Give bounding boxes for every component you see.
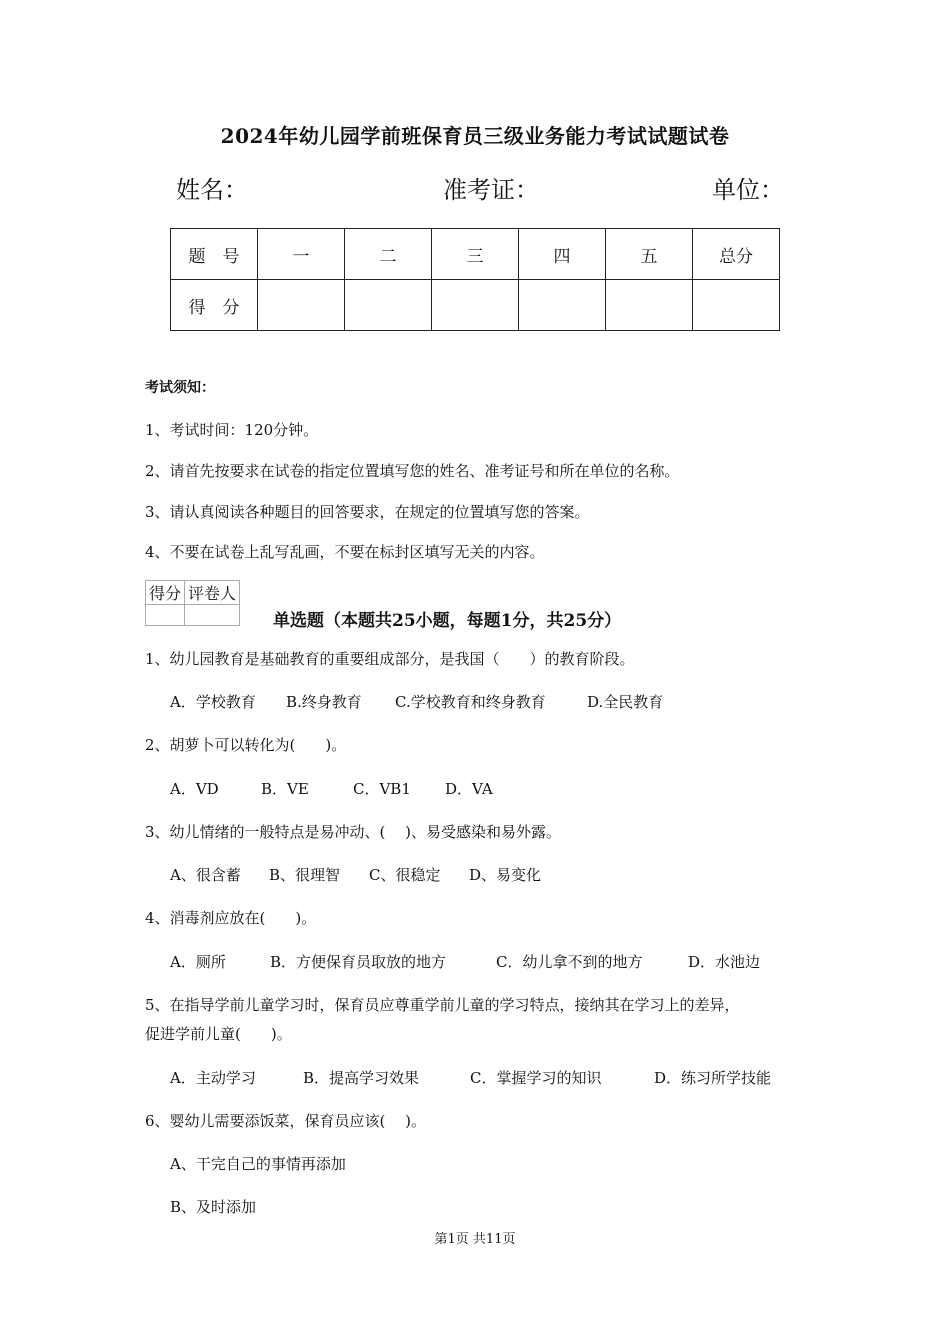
notice-item: 3、请认真阅读各种题目的回答要求，在规定的位置填写您的答案。	[145, 503, 590, 521]
option[interactable]: A．主动学习	[170, 1069, 256, 1087]
grader-box-grader-label: 评卷人	[185, 581, 240, 605]
unit-field-label: 单位：	[712, 176, 784, 204]
score-header-cell: 四	[519, 229, 606, 280]
question-stem: 1、幼儿园教育是基础教育的重要组成部分，是我国（ ）的教育阶段。	[145, 650, 635, 668]
option[interactable]: A、干完自己的事情再添加	[170, 1155, 346, 1173]
score-header-cell: 题 号	[171, 229, 258, 280]
option[interactable]: A．VD	[170, 780, 219, 798]
question-stem: 5、在指导学前儿童学习时，保育员应尊重学前儿童的学习特点，接纳其在学习上的差异，	[145, 996, 740, 1014]
score-header-cell: 一	[258, 229, 345, 280]
question-stem: 2、胡萝卜可以转化为( )。	[145, 736, 347, 754]
notice-heading: 考试须知：	[145, 380, 215, 396]
option[interactable]: C．VB1	[353, 780, 411, 798]
score-entry-cell[interactable]	[345, 280, 432, 331]
option[interactable]: D．练习所学技能	[654, 1069, 772, 1087]
score-entry-cell[interactable]	[519, 280, 606, 331]
exam-number-field-label: 准考证：	[443, 176, 539, 204]
score-table-score-row	[171, 280, 780, 331]
option[interactable]: C.学校教育和终身教育	[395, 693, 546, 711]
option[interactable]: A．学校教育	[170, 693, 256, 711]
exam-title: 2024年幼儿园学前班保育员三级业务能力考试试题试卷	[220, 124, 730, 148]
option[interactable]: B．提高学习效果	[303, 1069, 420, 1087]
grader-box-score-label: 得分	[146, 581, 185, 605]
option[interactable]: B、及时添加	[170, 1198, 257, 1216]
section-title: 单选题（本题共25小题，每题1分，共25分）	[273, 611, 622, 631]
option[interactable]: C．掌握学习的知识	[470, 1069, 602, 1087]
score-entry-cell[interactable]	[432, 280, 519, 331]
option[interactable]: D、易变化	[469, 866, 542, 884]
score-entry-cell[interactable]	[606, 280, 693, 331]
score-table-header-row	[171, 229, 780, 280]
option[interactable]: B．VE	[261, 780, 309, 798]
option[interactable]: B、很理智	[269, 866, 341, 884]
option[interactable]: B.终身教育	[286, 693, 362, 711]
score-entry-cell[interactable]	[258, 280, 345, 331]
notice-item: 1、考试时间：120分钟。	[145, 421, 319, 439]
option[interactable]: A、很含蓄	[170, 866, 241, 884]
notice-item: 2、请首先按要求在试卷的指定位置填写您的姓名、准考证号和所在单位的名称。	[145, 462, 680, 480]
grader-box	[145, 580, 240, 626]
option[interactable]: A．厕所	[170, 953, 226, 971]
option[interactable]: D．水池边	[688, 953, 761, 971]
question-stem: 4、消毒剂应放在( )。	[145, 909, 317, 927]
score-header-cell: 二	[345, 229, 432, 280]
option[interactable]: B．方便保育员取放的地方	[270, 953, 447, 971]
name-field-label: 姓名：	[176, 176, 248, 204]
score-header-cell: 三	[432, 229, 519, 280]
page-footer: 第1页 共11页	[434, 1232, 516, 1247]
grader-box-grader-cell[interactable]	[185, 605, 240, 626]
score-entry-cell[interactable]	[693, 280, 780, 331]
score-row-label: 得 分	[171, 280, 258, 331]
score-header-cell: 总分	[693, 229, 780, 280]
option[interactable]: D．VA	[445, 780, 493, 798]
grader-box-score-cell[interactable]	[146, 605, 185, 626]
option[interactable]: C、很稳定	[369, 866, 441, 884]
option[interactable]: C．幼儿拿不到的地方	[496, 953, 643, 971]
notice-item: 4、不要在试卷上乱写乱画，不要在标封区填写无关的内容。	[145, 543, 545, 561]
question-stem-continued: 促进学前儿童( )。	[145, 1025, 292, 1043]
question-stem: 6、婴幼儿需要添饭菜，保育员应该( )。	[145, 1112, 427, 1130]
question-stem: 3、幼儿情绪的一般特点是易冲动、( )、易受感染和易外露。	[145, 823, 562, 841]
score-table	[170, 228, 780, 331]
option[interactable]: D.全民教育	[587, 693, 664, 711]
score-header-cell: 五	[606, 229, 693, 280]
